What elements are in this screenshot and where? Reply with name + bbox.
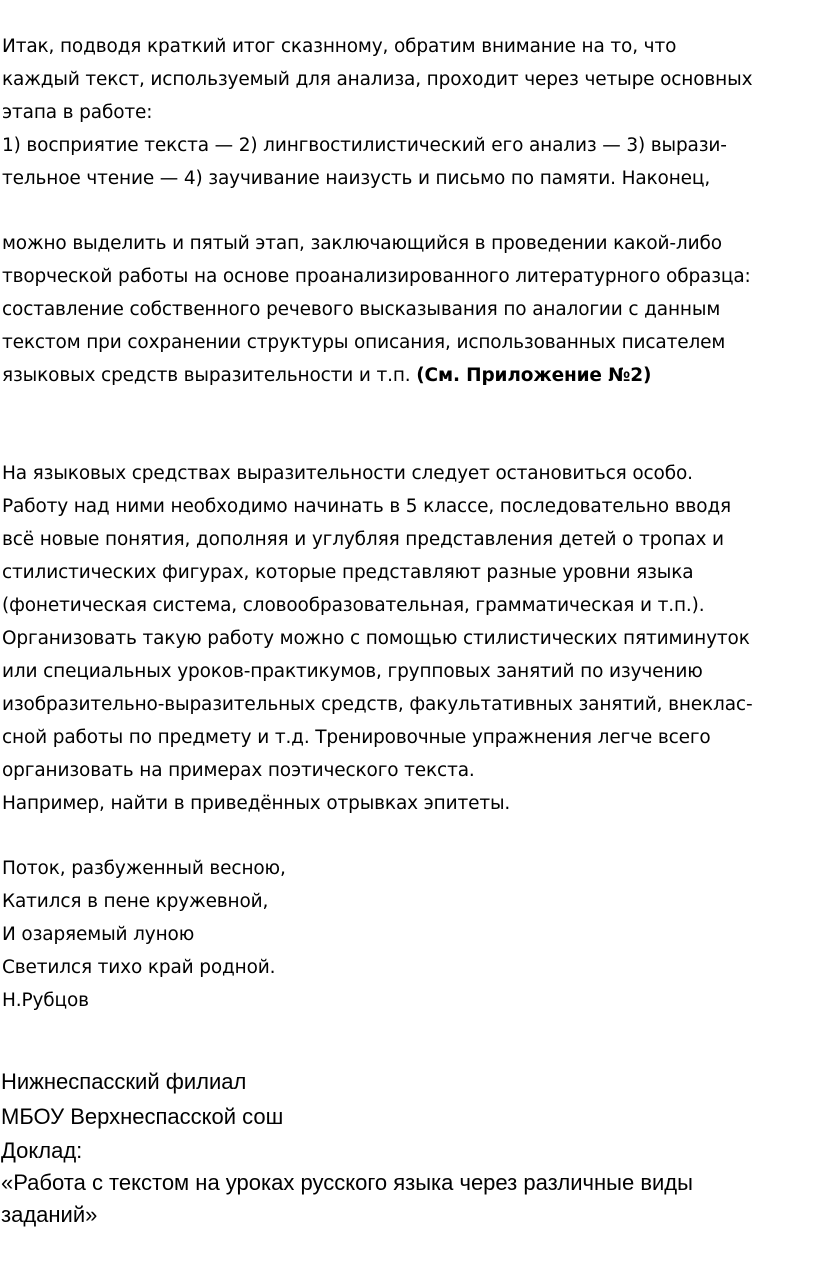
paragraph-line: На языковых средствах выразительности следует остановиться особо. — [2, 463, 693, 484]
paragraph-line: сной работы по предмету и т.д. Тренировочные упражнения легче всего — [2, 727, 711, 748]
poem-author: Н.Рубцов — [2, 990, 89, 1011]
poem-line: И озаряемый луною — [2, 924, 195, 945]
paragraph-line: организовать на примерах поэтического текста. — [2, 760, 475, 781]
paragraph-line: Например, найти в приведённых отрывках эпитеты. — [2, 793, 511, 814]
poem-line: Светился тихо край родной. — [2, 957, 276, 978]
appendix-reference: (См. Приложение №2) — [416, 365, 652, 386]
paragraph-line: Итак, подводя краткий итог сказнному, обратим внимание на то, что — [2, 36, 677, 57]
paragraph-line: или специальных уроков-практикумов, групповых занятий по изучению — [2, 661, 703, 682]
paragraph-line: изобразительно-выразительных средств, факультативных занятий, внеклас- — [2, 694, 753, 715]
paragraph-line: этапа в работе: — [2, 102, 153, 123]
paragraph-line: составление собственного речевого высказывания по аналогии с данным — [2, 299, 721, 320]
paragraph-line: творческой работы на основе проанализированного литературного образца: — [2, 266, 751, 287]
school-branch: Нижнеспасский филиал — [1, 1069, 247, 1094]
paragraph-line — [2, 365, 651, 386]
report-title: «Работа с текстом на уроках русского языка через различные виды — [1, 1170, 693, 1195]
paragraph-line: (фонетическая система, словообразовательная, грамматическая и т.п.). — [2, 595, 705, 616]
paragraph-line: тельное чтение — 4) заучивание наизусть и письмо по памяти. Наконец, — [2, 168, 711, 189]
poem-line: Катился в пене кружевной, — [2, 891, 269, 912]
paragraph-line: текстом при сохранении структуры описания, использованных писателем — [2, 332, 726, 353]
paragraph-line: можно выделить и пятый этап, заключающийся в проведении какой-либо — [2, 233, 722, 254]
report-title-cont: заданий» — [1, 1202, 98, 1227]
paragraph-line: всё новые понятия, дополняя и углубляя представления детей о тропах и — [2, 529, 724, 550]
line-text: языковых средств выразительности и т.п. — [2, 365, 417, 386]
paragraph-line: 1) восприятие текста — 2) лингвостилистический его анализ — 3) вырази- — [2, 135, 727, 156]
paragraph-line: Организовать такую работу можно с помощью стилистических пятиминуток — [2, 628, 750, 649]
school-name: МБОУ Верхнеспасской сош — [1, 1104, 284, 1129]
paragraph-line: Работу над ними необходимо начинать в 5 классе, последовательно вводя — [2, 496, 731, 517]
paragraph-line: каждый текст, используемый для анализа, проходит через четыре основных — [2, 69, 753, 90]
paragraph-line: стилистических фигурах, которые представляют разные уровни языка — [2, 562, 694, 583]
report-label: Доклад: — [1, 1138, 83, 1163]
poem-line: Поток, разбуженный весною, — [2, 858, 286, 879]
